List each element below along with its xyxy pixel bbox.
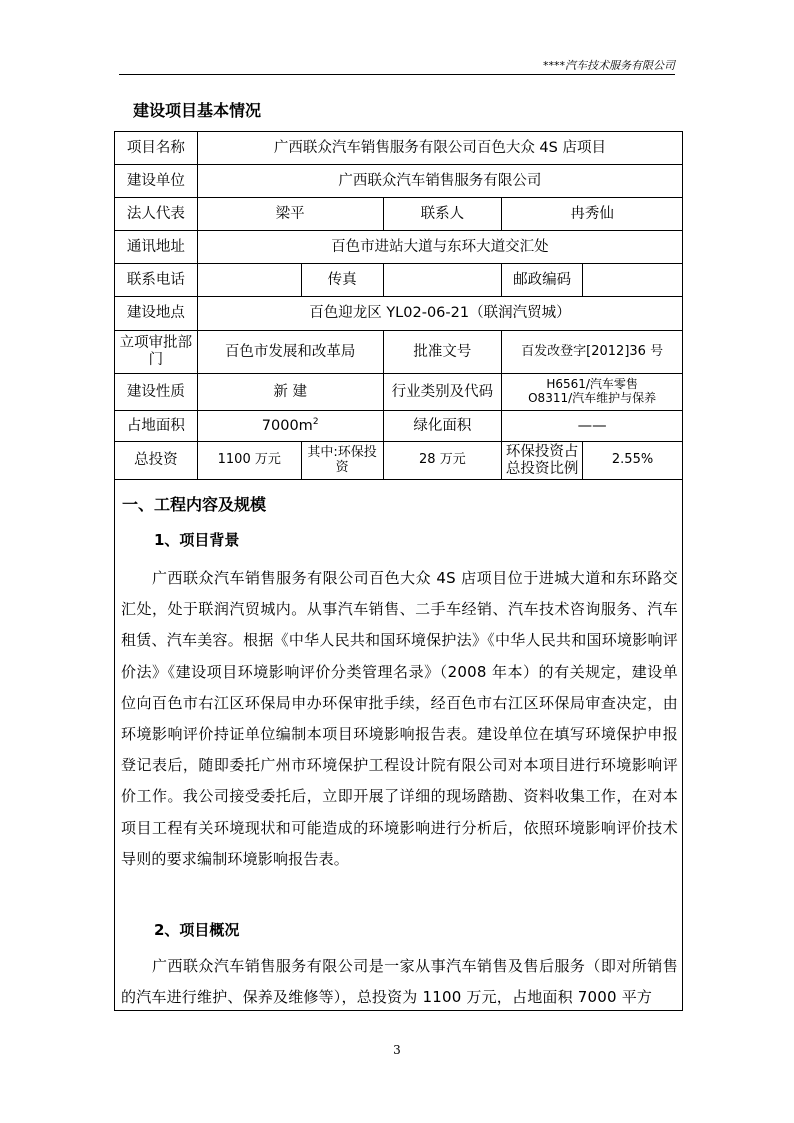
builder-value: 广西联众汽车销售服务有限公司 (197, 165, 682, 198)
industry-value (502, 374, 683, 411)
legal-rep-label: 法人代表 (115, 198, 198, 231)
row-project-name (115, 132, 683, 165)
project-name-label: 项目名称 (115, 132, 198, 165)
env-investment-label: 其中:环保投资 (301, 442, 383, 480)
row-address (115, 231, 683, 264)
project-info-table (114, 131, 683, 480)
contact-label: 联系人 (383, 198, 502, 231)
header-company: ****汽车技术服务有限公司 (543, 59, 675, 72)
fax-label: 传真 (301, 264, 383, 297)
row-legal-rep (115, 198, 683, 231)
paragraph-overview: 广西联众汽车销售服务有限公司是一家从事汽车销售及售后服务（即对所销售的汽车进行维护、保养及维修等），总投资为 1100 万元，占地面积 7000 平方 (121, 957, 678, 1007)
page-number: 3 (393, 1043, 401, 1057)
row-investment (115, 442, 683, 480)
row-area (115, 411, 683, 442)
ratio-label: 环保投资占总投资比例 (502, 442, 583, 480)
area-unit-superscript: 2 (312, 417, 319, 428)
project-name-value: 广西联众汽车销售服务有限公司百色大众 4S 店项目 (197, 132, 682, 165)
approval-no-label: 批准文号 (383, 331, 502, 374)
location-value: 百色迎龙区 YL02-06-21（联润汽贸城） (197, 297, 682, 331)
industry-label: 行业类别及代码 (383, 374, 502, 411)
area-number: 7000m (261, 418, 313, 435)
industry-line-1: H6561/汽车零售 (546, 377, 638, 392)
green-label: 绿化面积 (383, 411, 502, 442)
phone-value (197, 264, 301, 297)
row-approval (115, 331, 683, 374)
investment-label: 总投资 (115, 442, 198, 480)
postcode-label: 邮政编码 (502, 264, 583, 297)
subheading-overview: 2、项目概况 (154, 921, 240, 939)
header-divider (119, 74, 675, 75)
phone-label: 联系电话 (115, 264, 198, 297)
paragraph-background: 广西联众汽车销售服务有限公司百色大众 4S 店项目位于进城大道和东环路交汇处，处于联润汽贸城内。从事汽车销售、二手车经销、汽车技术咨询服务、汽车租赁、汽车美容。根据《中华人民共和国环境保护法》《中华人民共和国环境影响评价法》《建设项目环境影响评价分类管理名录》（2008 年本）的有关规定，建设单位向百色市右江区环保局申办环保审批手续，经百色市右江区环保局审查决定，由环境影响评价持证单位编制本项目环境影响报告表。建设单位在填写环境保护申报登记表后，随即委托广州市环境保护工程设计院有限公司对本项目进行环境影响评价工作。我公司接受委托后，立即开展了详细的现场踏勘、资料收集工作，在对本项目工程有关环境现状和可能造成的环境影响进行分析后，依照环境影响评价技术导则的要求编制环境影响报告表。 (121, 569, 678, 868)
investment-value: 1100 万元 (197, 442, 301, 480)
env-investment-value: 28 万元 (383, 442, 502, 480)
subheading-background: 1、项目背景 (154, 531, 240, 549)
row-phone (115, 264, 683, 297)
page-title: 建设项目基本情况 (133, 101, 262, 120)
industry-line-2: O8311/汽车维护与保养 (528, 391, 657, 405)
contact-value: 冉秀仙 (502, 198, 683, 231)
section-heading: 一、工程内容及规模 (122, 495, 267, 514)
nature-label: 建设性质 (115, 374, 198, 411)
fax-value (383, 264, 502, 297)
legal-rep-value: 梁平 (197, 198, 383, 231)
address-label: 通讯地址 (115, 231, 198, 264)
row-location (115, 297, 683, 331)
green-value: —— (502, 411, 683, 442)
area-value (197, 411, 383, 442)
approval-dept-value: 百色市发展和改革局 (197, 331, 383, 374)
nature-value: 新 建 (197, 374, 383, 411)
area-label: 占地面积 (115, 411, 198, 442)
row-builder (115, 165, 683, 198)
approval-dept-label: 立项审批部门 (115, 331, 198, 374)
location-label: 建设地点 (115, 297, 198, 331)
approval-no-value: 百发改登字[2012]36 号 (502, 331, 683, 374)
address-value: 百色市进站大道与东环大道交汇处 (197, 231, 682, 264)
postcode-value (583, 264, 683, 297)
builder-label: 建设单位 (115, 165, 198, 198)
ratio-value: 2.55% (583, 442, 683, 480)
row-nature (115, 374, 683, 411)
